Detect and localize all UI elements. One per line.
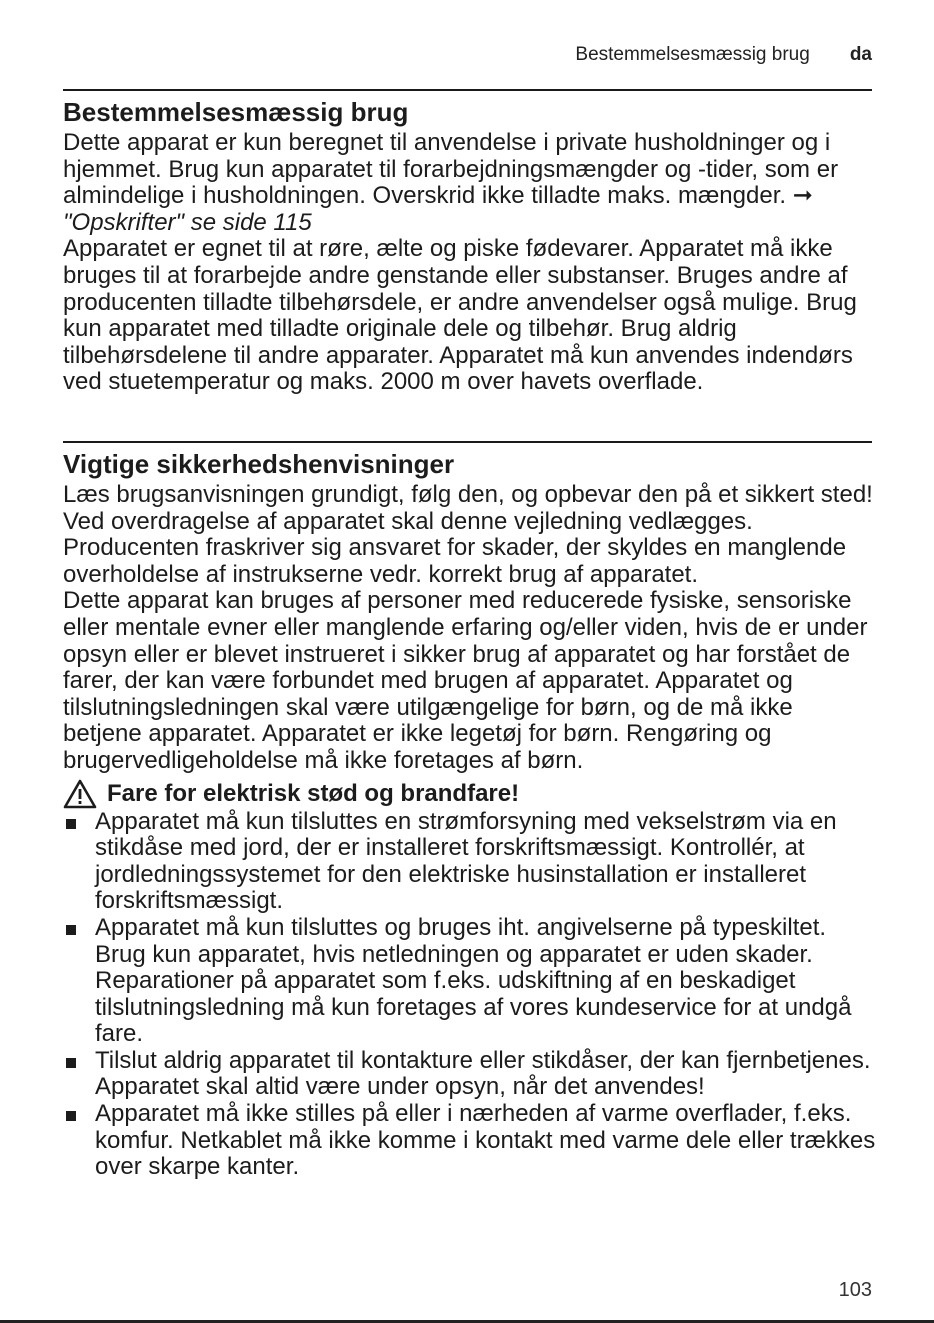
page-number: 103 [838, 1279, 872, 1301]
list-item [63, 1048, 878, 1101]
warning-triangle-icon [63, 779, 97, 809]
arrow-right-icon: ➞ [792, 182, 813, 210]
list-item [63, 1101, 878, 1181]
intended-use-section [63, 97, 878, 396]
bullet-square-icon [66, 1058, 76, 1068]
list-item [63, 809, 878, 915]
list-item-text: Apparatet må kun tilsluttes en strømforsyning med vekselstrøm via en stikdåse med jord, der er installeret forskriftsmæssigt. Kontrollér, at jordledningssystemet for den elektriske husinstallation er installeret forskriftsmæssigt. [95, 807, 837, 915]
safety-paragraph-1: Læs brugsanvisningen grundigt, følg den, og opbevar den på et sikkert sted! Ved overdragelse af apparatet skal denne vejledning vedlægges. Producenten fraskriver sig ansvaret for skader, der skyldes en manglende overholdelse af instrukserne vedr. korrekt brug af apparatet. [63, 481, 873, 588]
safety-section [63, 449, 878, 1181]
safety-paragraph-2: Dette apparat kan bruges af personer med reducerede fysiske, sensoriske eller mentale evner eller manglende erfaring og/eller viden, hvis de er under opsyn eller er blevet instrueret i sikker brug af apparatet og har forstået de farer, der kan være forbundet med brugen af apparatet. Apparatet og tilslutningsledningen skal være utilgængelige for børn, og de må ikke betjene apparatet. Apparatet er ikke legetøj for børn. Rengøring og brugervedligeholdelse må ikke foretages af børn. [63, 587, 868, 774]
recipes-reference-link[interactable]: "Opskrifter" se side 115 [63, 208, 312, 236]
intended-use-paragraph-2: Apparatet er egnet til at røre, ælte og piske fødevarer. Apparatet må ikke bruges til at forarbejde andre genstande eller substanser. Bruges andre af producenten tilladte tilbehørsdele, er andre anvendelser også mulige. Brug kun apparatet med tilladte originale dele og tilbehør. Brug aldrig tilbehørsdelene til andre apparater. Apparatet må kun anvendes indendørs ved stuetemperatur og maks. 2000 m over havets overflade. [63, 235, 857, 396]
bullet-square-icon [66, 925, 76, 935]
intended-use-paragraph-1 [63, 130, 878, 236]
list-item-text: Apparatet må kun tilsluttes og bruges iht. angivelserne på typeskiltet. Brug kun apparatet, hvis netledningen og apparatet er uden skader. Reparationer på apparatet som f.eks. udskiftning af en beskadiget tilslutningsledning må kun foretages af vores kundeservice for at undgå fare. [95, 913, 852, 1048]
warning-bullet-list [63, 809, 878, 1181]
list-item-text: Tilslut aldrig apparatet til kontakture eller stikdåser, der kan fjernbetjenes. Apparatet skal altid være under opsyn, når det anvendes! [95, 1046, 871, 1101]
section-divider [63, 89, 872, 91]
warning-heading [63, 779, 878, 809]
bullet-square-icon [66, 819, 76, 829]
language-code: da [849, 44, 872, 65]
section-divider [63, 441, 872, 443]
intended-use-text: Dette apparat er kun beregnet til anvendelse i private husholdninger og i hjemmet. Brug kun apparatet til forarbejdningsmængder og -tider, som er almindelige i husholdningen. Overskrid ikke tilladte maks. mængder. [63, 129, 839, 210]
running-header-section: Bestemmelsesmæssig brug [575, 44, 810, 65]
list-item-text: Apparatet må ikke stilles på eller i nærheden af varme overflader, f.eks. komfur. Netkablet må ikke komme i kontakt med varme dele eller trækkes over skarpe kanter. [95, 1100, 876, 1181]
bullet-square-icon [66, 1111, 76, 1121]
list-item [63, 915, 878, 1048]
running-header [575, 44, 872, 66]
intended-use-heading: Bestemmelsesmæssig brug [63, 97, 409, 127]
warning-title: Fare for elektrisk stød og brandfare! [107, 779, 520, 807]
safety-heading: Vigtige sikkerhedshenvisninger [63, 449, 455, 479]
